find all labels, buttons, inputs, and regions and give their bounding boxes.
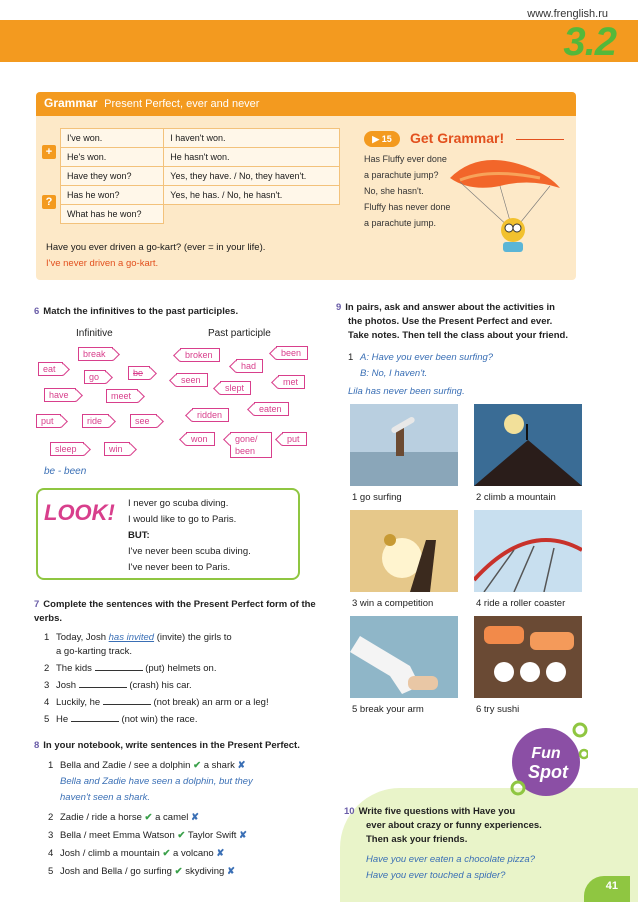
infinitive-tag[interactable]: meet (106, 389, 138, 403)
look-line: I would like to go to Paris. (128, 514, 237, 525)
infinitive-tag[interactable]: have (44, 388, 76, 402)
unit-number: 3.2 (563, 20, 616, 64)
answer-blank[interactable] (103, 696, 151, 705)
infinitive-tag[interactable]: sleep (50, 442, 84, 456)
photo-surfing (350, 404, 458, 486)
look-box (36, 488, 300, 580)
ex7-item-1: 1 Today, Josh has invited (invite) the girls to (44, 632, 232, 643)
infinitive-tag[interactable]: break (78, 347, 113, 361)
grammar-cell: Has he won? (61, 186, 164, 205)
grammar-table (60, 128, 340, 224)
ex8-item-3: 3 Bella / meet Emma Watson ✔ Taylor Swift ✘ (48, 830, 248, 841)
look-but: BUT: (128, 530, 150, 541)
participle-tag[interactable]: won (186, 432, 215, 446)
caption: 4 ride a roller coaster (476, 598, 566, 609)
ex7-item-5: 5 He (not win) the race. (44, 714, 198, 725)
grammar-example-2: I've never driven a go-kart. (46, 258, 159, 269)
get-grammar-line: Has Fluffy ever done (364, 154, 447, 164)
participle-tag[interactable]: broken (180, 348, 220, 362)
ex8-model-1: Bella and Zadie have seen a dolphin, but they (60, 776, 253, 787)
parachute-illustration (440, 148, 570, 258)
ex10-heading-2: ever about crazy or funny experiences. (366, 820, 542, 831)
look-line: I've never been to Paris. (128, 562, 231, 573)
ex8-item-1: 1 Bella and Zadie / see a dolphin ✔ a shark ✘ (48, 760, 246, 771)
get-grammar-line: No, she hasn't. (364, 186, 424, 196)
ex8-item-4: 4 Josh / climb a mountain ✔ a volcano ✘ (48, 848, 225, 859)
participle-tag[interactable]: been (276, 346, 308, 360)
grammar-subtitle: Present Perfect, ever and never (104, 98, 260, 110)
caption: 5 break your arm (352, 704, 424, 715)
participle-tag[interactable]: met (278, 375, 305, 389)
ex7-item-4: 4 Luckily, he (not break) an arm or a leg! (44, 697, 269, 708)
look-line: I've never been scuba diving. (128, 546, 251, 557)
look-logo: LOOK! (44, 500, 115, 525)
ex9-heading: 9 In pairs, ask and answer about the activities in (336, 302, 555, 313)
infinitive-tag[interactable]: eat (38, 362, 63, 376)
grammar-cell: Yes, they have. / No, they haven't. (164, 167, 340, 186)
grammar-cell-empty (164, 205, 340, 224)
grammar-title: Grammar (44, 96, 98, 110)
infinitive-header: Infinitive (76, 328, 113, 339)
ex7-item-3: 3 Josh (crash) his car. (44, 680, 192, 691)
participle-tag[interactable]: gone/ been (230, 432, 272, 458)
caption: 6 try sushi (476, 704, 520, 715)
caption: 3 win a competition (352, 598, 434, 609)
ex8-heading: 8 In your notebook, write sentences in the Present Perfect. (34, 740, 300, 751)
ex9-note: Lila has never been surfing. (348, 386, 465, 397)
infinitive-tag[interactable]: go (84, 370, 106, 384)
ex9-dialogue-b: B: No, I haven't. (360, 368, 428, 379)
answer-blank[interactable] (79, 679, 127, 688)
svg-text:Spot: Spot (528, 762, 568, 782)
ex7-item-1-cont: a go-karting track. (56, 646, 133, 657)
grammar-cell: I've won. (61, 129, 164, 148)
ex9-heading-3: Take notes. Then tell the class about your friend. (348, 330, 568, 341)
ex10-heading: 10 Write five questions with Have you (344, 806, 516, 817)
ex9-dialogue-a: 1 A: Have you ever been surfing? (348, 352, 494, 363)
photo-mountain (474, 404, 582, 486)
grammar-cell: Have they won? (61, 167, 164, 186)
ex8-model-2: haven't seen a shark. (60, 792, 151, 803)
ex7-heading: 7 Complete the sentences with the Present Perfect form of the verbs. (34, 599, 316, 624)
audio-track-button[interactable]: ▶ 15 (364, 131, 400, 147)
grammar-example-1: Have you ever driven a go-kart? (ever = in your life). (46, 242, 266, 253)
participle-tag[interactable]: seen (176, 373, 208, 387)
participle-tag[interactable]: eaten (254, 402, 289, 416)
infinitive-tag[interactable]: see (130, 414, 157, 428)
grammar-header (36, 92, 576, 116)
look-line: I never go scuba diving. (128, 498, 229, 509)
photo-broken-arm (350, 616, 458, 698)
participle-tag[interactable]: had (236, 359, 263, 373)
participle-tag[interactable]: ridden (192, 408, 229, 422)
photo-competition (350, 510, 458, 592)
question-icon: ? (42, 195, 56, 209)
get-grammar-line: Fluffy has never done (364, 202, 451, 212)
grammar-cell: What has he won? (61, 205, 164, 224)
site-url[interactable]: www.frenglish.ru (527, 8, 608, 20)
answer-blank[interactable] (71, 713, 119, 722)
infinitive-tag[interactable]: ride (82, 414, 109, 428)
ex7-item-2: 2 The kids (put) helmets on. (44, 663, 217, 674)
ex10-model-1: Have you ever eaten a chocolate pizza? (366, 854, 535, 865)
fun-spot-logo (504, 720, 588, 796)
infinitive-tag[interactable]: be (128, 366, 150, 380)
answer-blank[interactable] (95, 662, 143, 671)
ex9-heading-2: the photos. Use the Present Perfect and ever. (348, 316, 553, 327)
get-grammar-line: a parachute jump? (364, 170, 439, 180)
ex8-item-5: 5 Josh and Bella / go surfing ✔ skydiving ✘ (48, 866, 235, 877)
ex10-model-2: Have you ever touched a spider? (366, 870, 506, 881)
caption: 2 climb a mountain (476, 492, 556, 503)
participle-header: Past participle (208, 328, 271, 339)
participle-tag[interactable]: slept (220, 381, 251, 395)
page-number: 41 (605, 880, 618, 892)
grammar-cell: I haven't won. (164, 129, 340, 148)
photo-sushi (474, 616, 582, 698)
participle-tag[interactable]: put (282, 432, 307, 446)
caption: 1 go surfing (352, 492, 402, 503)
plus-icon: + (42, 145, 56, 159)
photo-roller-coaster (474, 510, 582, 592)
svg-text:Fun: Fun (531, 745, 561, 762)
infinitive-tag[interactable]: win (104, 442, 130, 456)
grammar-cell: Yes, he has. / No, he hasn't. (164, 186, 340, 205)
infinitive-tag[interactable]: put (36, 414, 61, 428)
get-grammar-line: a parachute jump. (364, 218, 437, 228)
ex10-heading-3: Then ask your friends. (366, 834, 468, 845)
ex8-item-2: 2 Zadie / ride a horse ✔ a camel ✘ (48, 812, 199, 823)
grammar-cell: He's won. (61, 148, 164, 167)
grammar-cell: He hasn't won. (164, 148, 340, 167)
ex6-example: be - been (44, 466, 87, 477)
get-grammar-title: Get Grammar! (410, 130, 505, 146)
ex6-heading: 6 Match the infinitives to the past participles. (34, 306, 239, 317)
